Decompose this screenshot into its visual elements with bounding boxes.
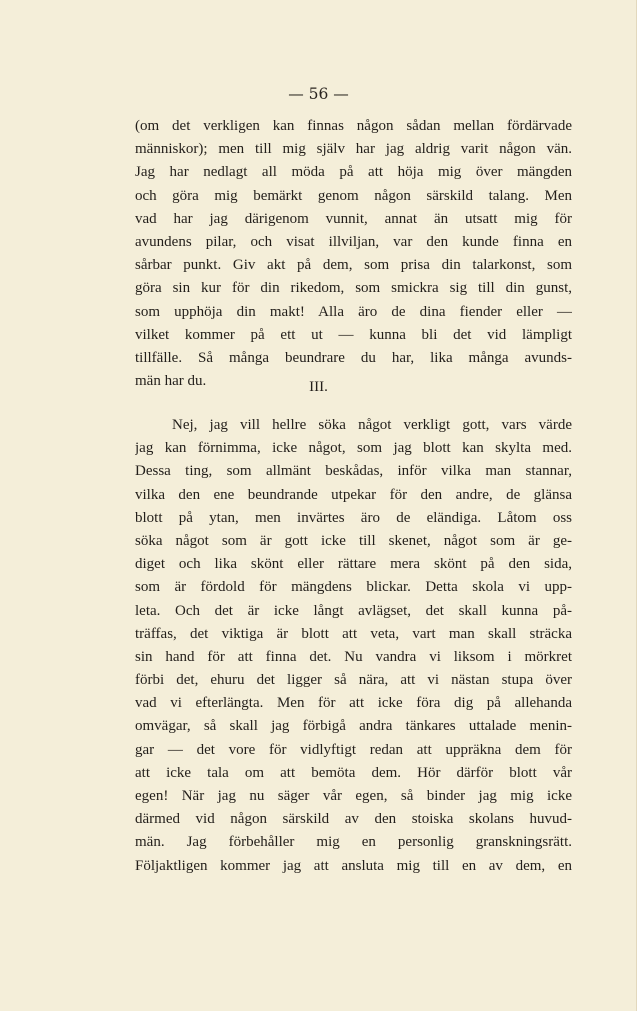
paragraph-2 <box>135 414 572 878</box>
text-line: vad har jag därigenom vunnit, annat än utsatt mig för <box>135 210 572 227</box>
section-heading: III. <box>309 379 328 395</box>
text-line: egen! När jag nu säger vår egen, så binder jag mig icke <box>135 788 572 804</box>
text-line: sårbar punkt. Giv akt på dem, som prisa din talarkonst, som <box>135 257 572 274</box>
text-line: söka något som är gott icke till skenet, något som är ge- <box>135 532 572 549</box>
text-line: män har du. <box>135 373 207 390</box>
text-line: tillfälle. Så många beundrare du har, lika många avunds- <box>135 349 572 366</box>
text-line: omvägar, så skall jag förbigå andra tänkares uttalade menin- <box>135 718 572 735</box>
text-line: Jag har nedlagt all möda på att höja mig över mängden <box>135 164 572 181</box>
text-line: och göra mig bemärkt genom någon särskild talang. Men <box>135 187 572 204</box>
text-line: diget och lika skönt eller rättare mera skönt på den sida, <box>135 556 572 573</box>
paragraph-1 <box>135 115 572 393</box>
text-line: Nej, jag vill hellre söka något verkligt gott, vars värde <box>172 417 572 433</box>
text-line: Följaktligen kommer jag att ansluta mig till en av dem, en <box>135 857 572 874</box>
text-line: förbi det, ehuru det ligger så nära, att vi nästan stupa över <box>135 672 572 689</box>
text-line: jag kan förnimma, icke något, som jag blott kan skylta med. <box>135 440 572 457</box>
text-line: därmed vid någon särskild av den stoiska skolans huvud- <box>135 811 572 828</box>
text-line: som är fördold för mängdens blickar. Detta skola vi upp- <box>135 579 572 596</box>
text-line: leta. Och det är icke långt avlägset, det skall kunna på- <box>135 602 572 619</box>
page-number: — 56 — <box>288 85 349 103</box>
text-line: människor); men till mig själv har jag aldrig varit någon vän. <box>135 141 572 158</box>
text-line: (om det verkligen kan finnas någon sådan mellan fördärvade <box>135 118 572 134</box>
text-line: gar — det vore för vidlyftigt redan att uppräkna dem för <box>135 741 572 758</box>
text-line: Dessa ting, som allmänt beskådas, inför vilka man stannar, <box>135 463 572 480</box>
text-line: vilka den ene beundrande utpekar för den andre, de glänsa <box>135 486 572 503</box>
text-line: avundens pilar, och visat illviljan, var den kunde finna en <box>135 233 572 250</box>
text-line: vilket kommer på ett ut — kunna bli det vid lämpligt <box>135 326 572 343</box>
text-line: som upphöja din makt! Alla äro de dina fiender eller — <box>135 303 572 320</box>
text-line: vad vi efterlängta. Men för att icke föra dig på allehanda <box>135 695 572 712</box>
text-line: träffas, det viktiga är blott att veta, vart man skall sträcka <box>135 625 572 642</box>
text-line: göra sin kur för din rikedom, som smickra sig till din gunst, <box>135 280 572 297</box>
text-line: sin hand för att finna det. Nu vandra vi liksom i mörkret <box>135 648 572 665</box>
text-line: blott på ytan, men invärtes äro de eländiga. Låtom oss <box>135 509 572 526</box>
text-line: att icke tala om att bemöta dem. Hör därför blott vår <box>135 764 572 781</box>
text-line: män. Jag förbehåller mig en personlig granskningsrätt. <box>135 834 572 851</box>
